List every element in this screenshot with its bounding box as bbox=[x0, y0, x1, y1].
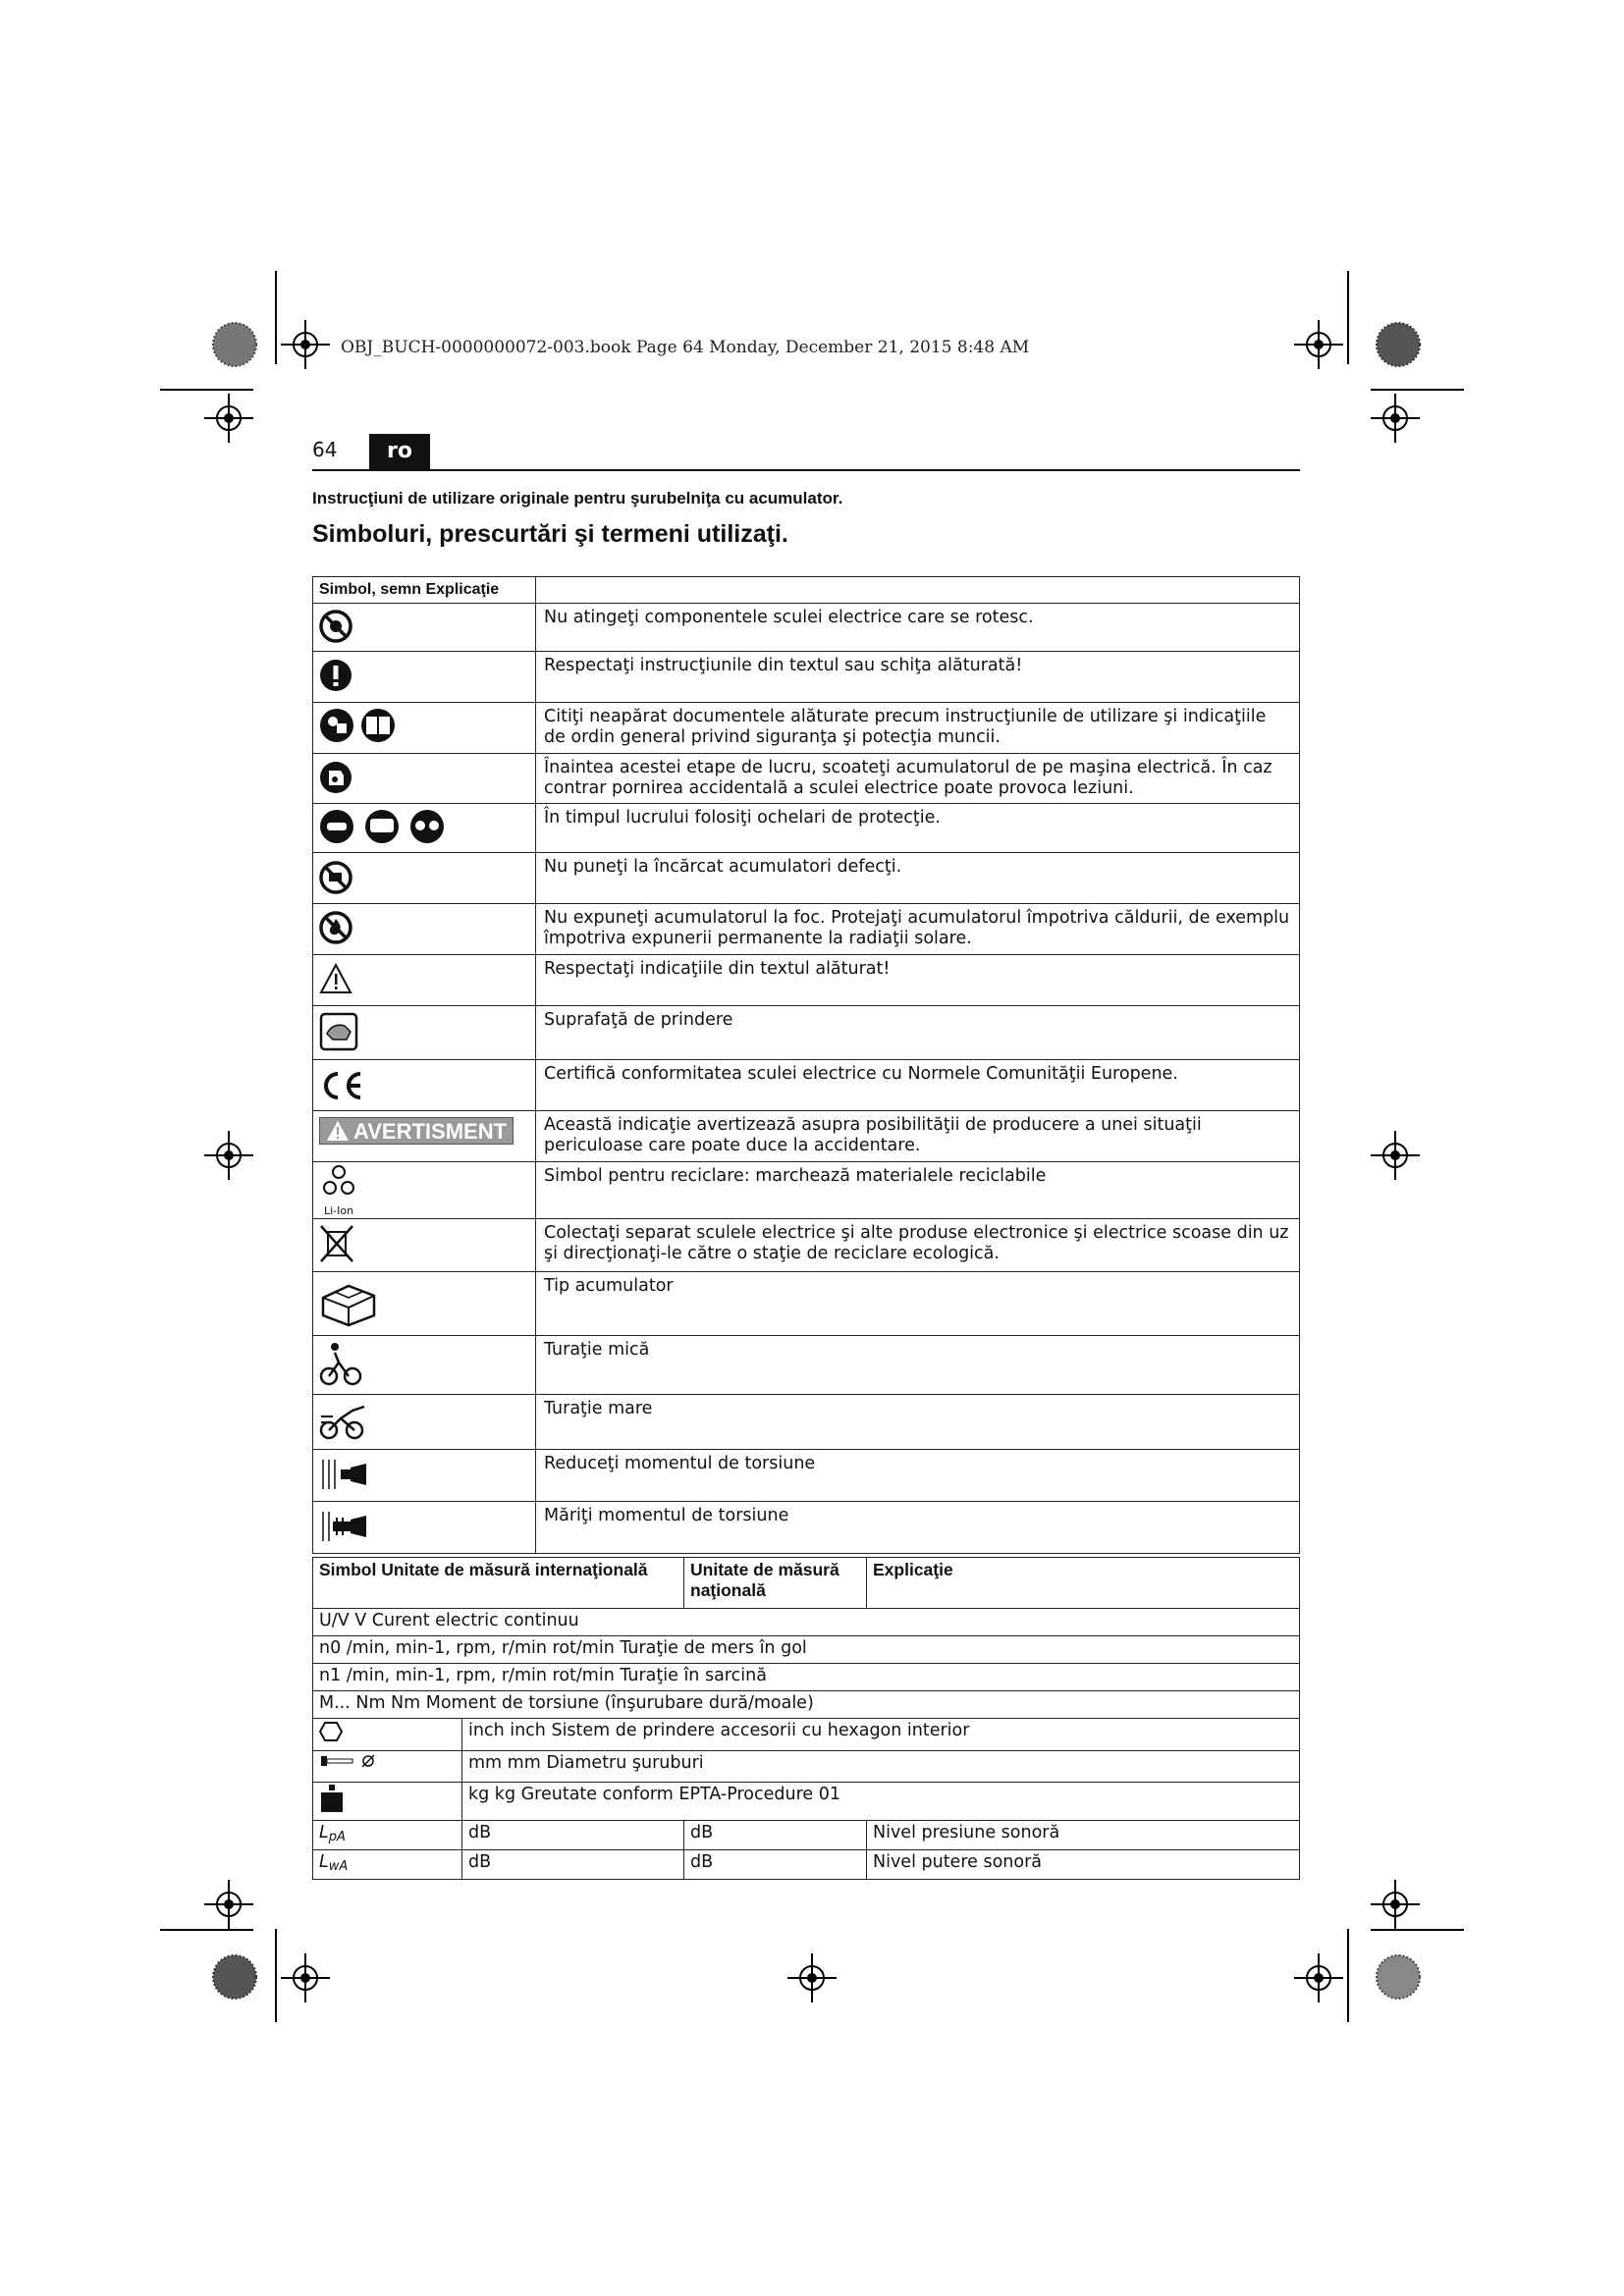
remove-battery-icon bbox=[319, 761, 352, 794]
table-row: $L_{wA}$ dB dB Nivel putere sonoră bbox=[313, 1850, 1300, 1880]
registration-mark-icon bbox=[1371, 1880, 1420, 1929]
table-row: AVERTISMENT Această indicaţie avertizează asupra posibilităţii de producere a unei situaţii periculoase care poate duce la accidentare. bbox=[313, 1111, 1300, 1162]
document-subtitle: Instrucţiuni de utilizare originale pentru şurubelniţa cu acumulator. bbox=[312, 489, 843, 507]
table-row: n0 /min, min-1, rpm, r/min rot/min Turaţie de mers în gol bbox=[313, 1636, 1300, 1664]
language-tab: ro bbox=[369, 434, 430, 469]
no-fire-icon bbox=[319, 911, 352, 944]
warning-triangle-icon bbox=[319, 963, 352, 994]
units-header-explanation: Explicaţie bbox=[867, 1558, 1300, 1609]
table-row: M... Nm Nm Moment de torsiune (înşurubare dură/moale) bbox=[313, 1691, 1300, 1719]
registration-mark-icon bbox=[204, 1131, 253, 1180]
table-row: Respectaţi instrucţiunile din textul sau schiţa alăturată! bbox=[313, 652, 1300, 703]
table-row: Suprafaţă de prindere bbox=[313, 1006, 1300, 1060]
table-row: Reduceţi momentul de torsiune bbox=[313, 1450, 1300, 1502]
table-row: În timpul lucrului folosiţi ochelari de protecţie. bbox=[313, 804, 1300, 853]
units-table bbox=[312, 1557, 1300, 1880]
table-row: Înaintea acestei etape de lucru, scoateţi acumulatorul de pe maşina electrică. În caz contrar pornirea accidentală a sculei electrice poate provoca leziuni. bbox=[313, 754, 1300, 804]
table-row: Tip acumulator bbox=[313, 1272, 1300, 1336]
screw-diameter-icon bbox=[319, 1753, 378, 1769]
registration-mark-icon bbox=[1294, 1953, 1343, 2002]
page-title: Simboluri, prescurtări şi termeni utilizaţi. bbox=[312, 520, 788, 548]
read-manual-icon bbox=[319, 708, 398, 743]
units-header-symbol: Simbol Unitate de măsură internaţională bbox=[313, 1558, 684, 1609]
table-row: inch inch Sistem de prindere accesorii cu hexagon interior bbox=[313, 1719, 1300, 1751]
table-row: Citiţi neapărat documentele alăturate precum instrucţiunile de utilizare şi indicaţiile de ordin general privind siguranţa şi potecţia muncii. bbox=[313, 703, 1300, 754]
table-row: U/V V Curent electric continuu bbox=[313, 1609, 1300, 1636]
safety-goggles-icon bbox=[319, 809, 447, 844]
registration-mark-icon bbox=[787, 1953, 837, 2002]
color-wheel-icon bbox=[211, 321, 258, 368]
bicycle-fast-icon bbox=[319, 1401, 370, 1440]
table-row: Respectaţi indicaţiile din textul alăturat! bbox=[313, 955, 1300, 1006]
header-rule bbox=[312, 469, 1300, 471]
table-row: $L_{pA}$ dB dB Nivel presiune sonoră bbox=[313, 1821, 1300, 1850]
table-row: Certifică conformitatea sculei electrice cu Normele Comunităţii Europene. bbox=[313, 1060, 1300, 1111]
table-row: Nu expuneţi acumulatorul la foc. Protejaţi acumulatorul împotriva căldurii, de exemplu împotriva expunerii permanente la radiaţii solare. bbox=[313, 904, 1300, 955]
registration-mark-icon bbox=[204, 394, 253, 443]
table-row: Nu atingeţi componentele sculei electrice care se rotesc. bbox=[313, 604, 1300, 652]
hexagon-icon bbox=[319, 1721, 343, 1742]
symbols-table bbox=[312, 576, 1300, 1554]
table-row: Turaţie mică bbox=[313, 1336, 1300, 1395]
bicycle-slow-icon bbox=[319, 1341, 362, 1386]
color-wheel-icon bbox=[1375, 321, 1422, 368]
table-row: Măriţi momentul de torsiune bbox=[313, 1502, 1300, 1554]
registration-mark-icon bbox=[1294, 320, 1343, 369]
torque-reduce-icon bbox=[319, 1456, 370, 1493]
registration-mark-icon bbox=[281, 320, 330, 369]
table-row: Li-Ion Simbol pentru reciclare: marchează materialele reciclabile bbox=[313, 1162, 1300, 1219]
table-row: kg kg Greutate conform EPTA-Procedure 01 bbox=[313, 1783, 1300, 1821]
weight-icon bbox=[319, 1785, 345, 1812]
table-row: Nu puneţi la încărcat acumulatori defecţi. bbox=[313, 853, 1300, 904]
table-row: mm mm Diametru şuruburi bbox=[313, 1751, 1300, 1783]
units-header-national: Unitate de măsură naţională bbox=[684, 1558, 867, 1609]
registration-mark-icon bbox=[1371, 1131, 1420, 1180]
registration-mark-icon bbox=[281, 1953, 330, 2002]
weee-bin-icon bbox=[319, 1224, 354, 1263]
ce-mark-icon bbox=[319, 1070, 364, 1101]
file-header: OBJ_BUCH-0000000072-003.book Page 64 Monday, December 21, 2015 8:48 AM bbox=[341, 338, 1030, 357]
no-touch-rotating-icon bbox=[319, 610, 352, 643]
registration-mark-icon bbox=[1371, 394, 1420, 443]
symbols-table-header: Simbol, semn Explicaţie bbox=[313, 577, 536, 604]
avertisment-label-icon: AVERTISMENT bbox=[319, 1117, 514, 1145]
battery-pack-icon bbox=[319, 1278, 378, 1327]
table-row: Turaţie mare bbox=[313, 1395, 1300, 1450]
table-row: n1 /min, min-1, rpm, r/min rot/min Turaţie în sarcină bbox=[313, 1664, 1300, 1691]
page-number: 64 bbox=[312, 438, 338, 461]
mandatory-exclamation-icon bbox=[319, 659, 352, 692]
grip-surface-icon bbox=[319, 1012, 358, 1051]
torque-increase-icon bbox=[319, 1508, 370, 1545]
recycle-liion-icon: Li-Ion bbox=[319, 1164, 358, 1216]
no-charge-defective-icon bbox=[319, 861, 352, 894]
registration-mark-icon bbox=[204, 1880, 253, 1929]
color-wheel-icon bbox=[211, 1953, 258, 2001]
table-row: Colectaţi separat sculele electrice şi alte produse electronice şi electrice scoase din uz şi direcţionaţi-le către o staţie de reciclare ecologică. bbox=[313, 1219, 1300, 1272]
color-wheel-icon bbox=[1375, 1953, 1422, 2001]
